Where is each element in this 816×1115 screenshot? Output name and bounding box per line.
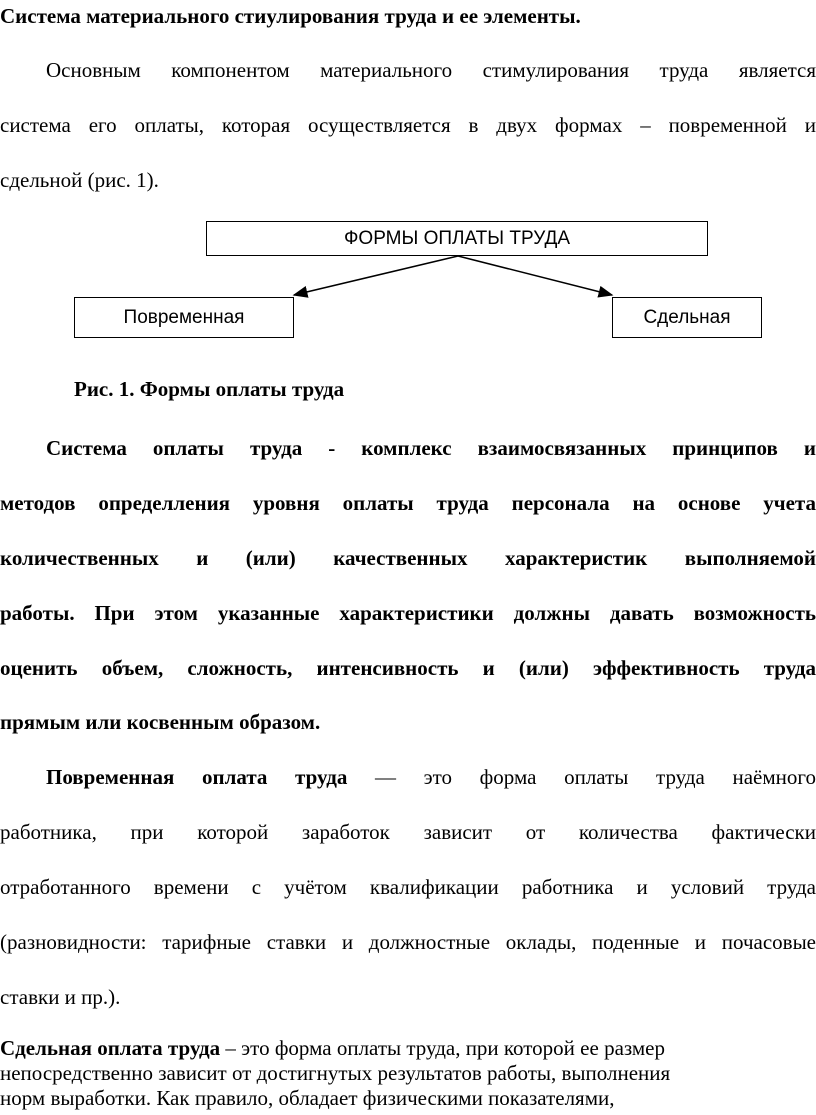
- definition-line-6: прямым или косвенным образом.: [0, 710, 321, 734]
- time-pay-line-1-rest: — это форма оплаты труда наёмного: [347, 765, 816, 789]
- figure-caption-text: Рис. 1. Формы оплаты труда: [74, 377, 345, 401]
- time-pay-line-2: работника, при которой заработок зависит от количества фактически: [0, 820, 816, 844]
- time-pay-line-3: отработанного времени с учётом квалификации работника и условий труда: [0, 875, 816, 899]
- arrow-to-piece-pay: [458, 256, 612, 295]
- piece-pay-line-1-rest: – это форма оплаты труда, при которой ее размер: [220, 1036, 665, 1060]
- piece-pay-term: Сдельная оплата труда: [0, 1036, 221, 1060]
- piece-pay-line-3: норм выработки. Как правило, обладает физическими показателями,: [0, 1086, 615, 1110]
- pay-forms-diagram: [0, 215, 816, 345]
- definition-line-5: оценить объем, сложность, интенсивность и (или) эффективность труда: [0, 656, 816, 680]
- intro-line-3: сдельной (рис. 1).: [0, 168, 159, 192]
- figure-caption: [74, 377, 774, 402]
- time-pay-term: Повременная оплата труда: [46, 765, 348, 789]
- intro-line-1: Основным компонентом материального стимулирования труда является: [46, 58, 816, 82]
- definition-line-4: работы. При этом указанные характеристики должны давать возможность: [0, 601, 816, 625]
- page-title: [0, 4, 816, 29]
- arrow-to-time-pay: [294, 256, 458, 295]
- definition-line-1: Система оплаты труда - комплекс взаимосвязанных принципов и: [46, 436, 816, 460]
- definition-line-2: методов определления уровня оплаты труда персонала на основе учета: [0, 491, 816, 515]
- pay-forms-box: ФОРМЫ ОПЛАТЫ ТРУДА: [206, 221, 708, 256]
- time-pay-line-4: (разновидности: тарифные ставки и должностные оклады, поденные и почасовые: [0, 930, 816, 954]
- piece-pay-box: Сдельная: [612, 297, 762, 338]
- definition-line-3: количественных и (или) качественных характеристик выполняемой: [0, 546, 816, 570]
- time-pay-line-5: ставки и пр.).: [0, 985, 121, 1009]
- time-pay-box: Повременная: [74, 297, 294, 338]
- piece-pay-line-1: [0, 1036, 816, 1061]
- heading-text: Система материального стиулирования труда и ее элементы.: [0, 4, 581, 28]
- intro-line-2: система его оплаты, которая осуществляется в двух формах – повременной и: [0, 113, 816, 137]
- time-pay-line-1: [0, 765, 816, 790]
- piece-pay-line-2: непосредственно зависит от достигнутых результатов работы, выполнения: [0, 1061, 671, 1085]
